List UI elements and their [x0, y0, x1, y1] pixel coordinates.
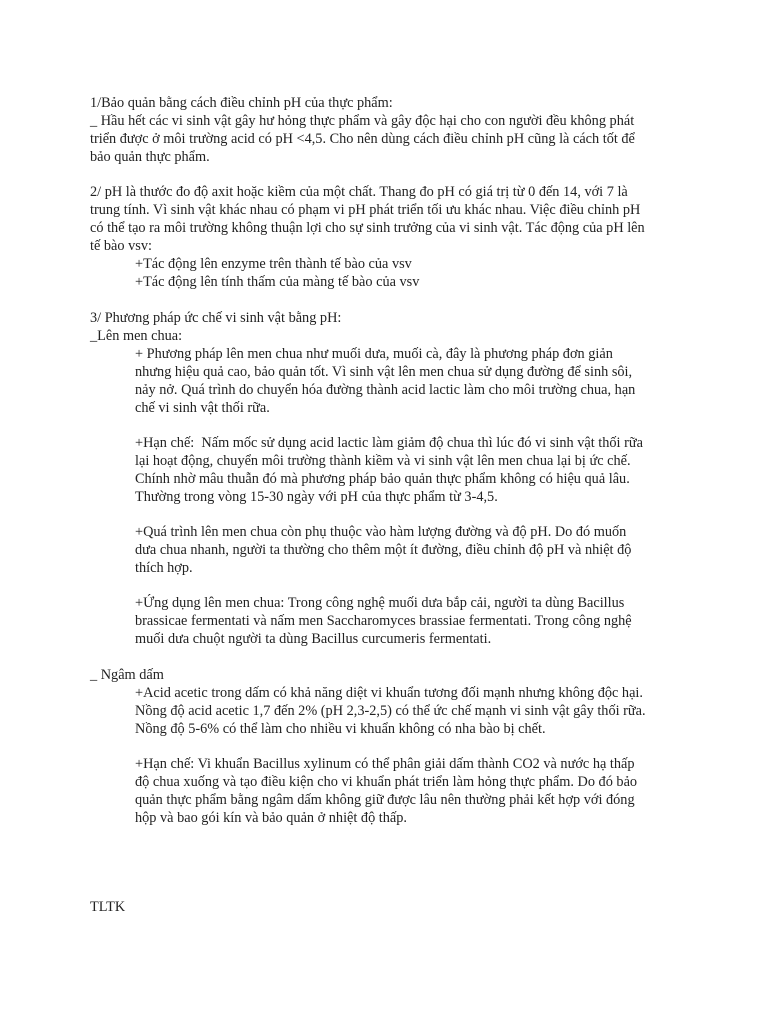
- section1-line: triển được ở môi trường acid có pH <4,5. Cho nên dùng cách điều chỉnh pH cũng là cách tốt để: [90, 131, 635, 147]
- paragraph-line: quản thực phẩm bằng ngâm dấm không giữ được lâu nên thường phải kết hợp với đóng: [135, 792, 635, 808]
- paragraph-line: +Hạn chế: Vi khuẩn Bacillus xylinum có thể phân giải dấm thành CO2 và nước hạ thấp: [135, 756, 635, 772]
- paragraph-line: chế vi sinh vật thối rữa.: [135, 400, 270, 416]
- section2-line: tế bào vsv:: [90, 238, 152, 254]
- paragraph-line: muối dưa chuột người ta dùng Bacillus curcumeris fermentati.: [135, 631, 492, 647]
- section2-bullet: +Tác động lên tính thấm của màng tế bào của vsv: [135, 274, 420, 290]
- section2-line: có thể tạo ra môi trường không thuận lợi cho sự sinh trưởng của vi sinh vật. Tác động của pH lên: [90, 220, 645, 236]
- paragraph-line: brassicae fermentati và nấm men Saccharomyces brassiae fermentati. Trong công nghệ: [135, 613, 632, 629]
- paragraph-line: + Phương pháp lên men chua như muối dưa, muối cà, đây là phương pháp đơn giản: [135, 346, 613, 362]
- paragraph-line: dưa chua nhanh, người ta thường cho thêm một ít đường, điều chỉnh độ pH và nhiệt độ: [135, 542, 632, 558]
- section2-bullet: +Tác động lên enzyme trên thành tế bào của vsv: [135, 256, 412, 272]
- paragraph-line: +Hạn chế: Nấm mốc sử dụng acid lactic làm giảm độ chua thì lúc đó vi sinh vật thối rữa: [135, 435, 643, 451]
- references-label: TLTK: [90, 899, 126, 915]
- paragraph-line: Nồng độ acid acetic 1,7 đến 2% (pH 2,3-2,5) có thể ức chế mạnh vi sinh vật gây thối rữa.: [135, 703, 646, 719]
- subsection-title-vinegar: _ Ngâm dấm: [90, 667, 164, 683]
- section2-line: 2/ pH là thước đo độ axit hoặc kiềm của một chất. Thang đo pH có giá trị từ 0 đến 14, với 7 là: [90, 184, 628, 200]
- section2-line: trung tính. Vì sinh vật khác nhau có phạm vi pH phát triển tối ưu khác nhau. Việc điều chỉnh pH: [90, 202, 641, 218]
- paragraph-line: +Acid acetic trong dấm có khả năng diệt vi khuẩn tương đối mạnh nhưng không độc hại.: [135, 685, 643, 701]
- paragraph-line: nảy nở. Quá trình do chuyển hóa đường thành acid lactic làm cho môi trường chua, hạn: [135, 382, 636, 398]
- paragraph-line: độ chua xuống và tạo điều kiện cho vi khuẩn phát triển làm hỏng thực phẩm. Do đó bảo: [135, 774, 638, 790]
- paragraph-line: lại hoạt động, chuyển môi trường thành kiềm và vi sinh vật lên men chua lại bị ức chế.: [135, 453, 631, 469]
- section1-line: _ Hầu hết các vi sinh vật gây hư hỏng thực phẩm và gây độc hại cho con người đều không phát: [90, 113, 635, 129]
- paragraph-line: +Quá trình lên men chua còn phụ thuộc vào hàm lượng đường và độ pH. Do đó muốn: [135, 524, 627, 540]
- paragraph-line: hộp và bao gói kín và bảo quản ở nhiệt độ thấp.: [135, 810, 407, 826]
- section1-line: bảo quản thực phẩm.: [90, 149, 210, 165]
- paragraph-line: Chính nhờ mâu thuẫn đó mà phương pháp bảo quản thực phẩm không có hiệu quả lâu.: [135, 471, 630, 487]
- section1-heading: 1/Bảo quản bằng cách điều chỉnh pH của thực phẩm:: [90, 95, 393, 111]
- paragraph-line: Nồng độ 5-6% có thể làm cho nhiều vi khuẩn không có nha bào bị chết.: [135, 721, 546, 737]
- section3-heading: 3/ Phương pháp ức chế vi sinh vật bằng pH:: [90, 310, 342, 326]
- paragraph-line: +Ứng dụng lên men chua: Trong công nghệ muối dưa bắp cải, người ta dùng Bacillus: [135, 595, 625, 611]
- paragraph-line: nhưng hiệu quả cao, bảo quản tốt. Vì sinh vật lên men chua sử dụng đường để sinh sôi,: [135, 364, 633, 380]
- subsection-title-fermentation: _Lên men chua:: [90, 328, 183, 344]
- paragraph-line: thích hợp.: [135, 560, 193, 576]
- paragraph-line: Thường trong vòng 15-30 ngày với pH của thực phẩm từ 3-4,5.: [135, 489, 498, 505]
